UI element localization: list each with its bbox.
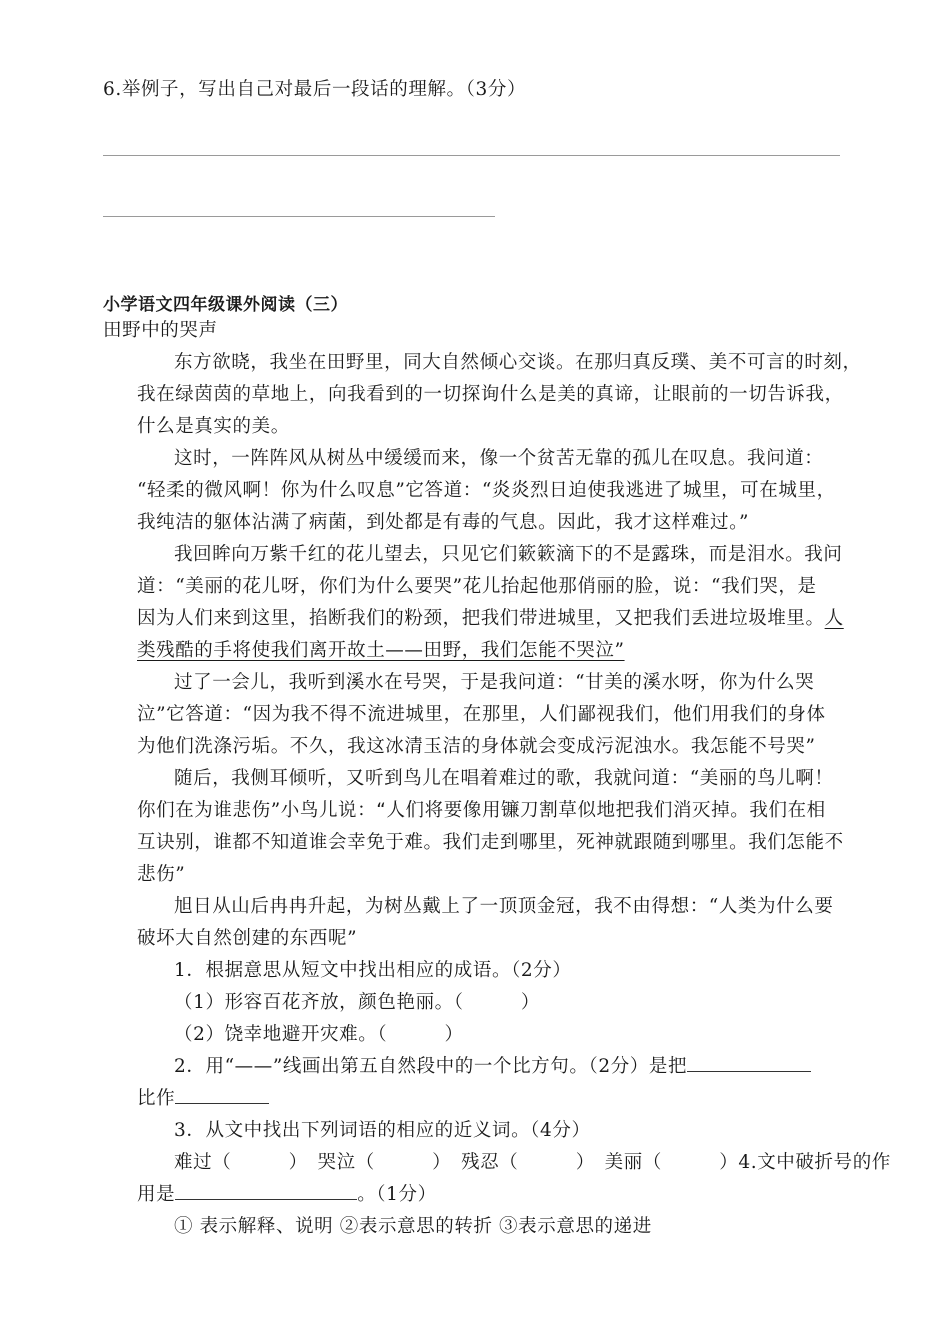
para1-line3: 什么是真实的美。 — [137, 416, 290, 437]
question-2-compare: 比作 — [137, 1088, 176, 1109]
para3-line3-text: 因为人们来到这里，掐断我们的粉颈，把我们带进城里，又把我们丢进垃圾堆里。 — [137, 608, 825, 629]
question-3: 3．从文中找出下列词语的相应的近义词。（4分） — [174, 1120, 591, 1141]
para2-line3: 我纯洁的躯体沾满了病菌，到处都是有毒的气息。因此，我才这样难过。” — [137, 512, 750, 533]
question-4-options: ① 表示解释、说明 ②表示意思的转折 ③表示意思的递进 — [174, 1216, 652, 1237]
answer-blank-3[interactable] — [175, 1181, 357, 1200]
section-title: 小学语文四年级课外阅读（三） — [103, 295, 348, 315]
para5-line2 — [137, 795, 826, 827]
para4-line3: 为他们洗涤污垢。不久，我这冰清玉洁的身体就会变成污泥浊水。我怎能不号哭” — [137, 736, 816, 757]
story-title: 田野中的哭声 — [103, 320, 218, 341]
para1-line2: 我在绿茵茵的草地上，向我看到的一切探询什么是美的真谛，让眼前的一切告诉我， — [137, 384, 844, 405]
para3-line1: 我回眸向万紫千红的花儿望去，只见它们簌簌滴下的不是露珠，而是泪水。我问 — [174, 544, 843, 565]
para1-line1: 东方欲晓，我坐在田野里，同大自然倾心交谈。在那归真反璞、美不可言的时刻， — [174, 352, 862, 373]
underlined-sentence-start: 人 — [824, 608, 844, 629]
para5-line3: 互诀别，谁都不知道谁会幸免于难。我们走到哪里，死神就跟随到哪里。我们怎能不 — [137, 832, 844, 853]
underlined-sentence: 类残酷的手将使我们离开故土——田野，我们怎能不哭泣” — [137, 640, 625, 661]
para4-line1: 过了一会儿，我听到溪水在号哭，于是我问道：“甘美的溪水呀，你为什么哭 — [174, 672, 815, 693]
question-2-text: 2．用“——”线画出第五自然段中的一个比方句。（2分）是把 — [174, 1056, 688, 1077]
para6-line2: 破坏大自然创建的东西呢” — [137, 928, 358, 949]
para5-line4: 悲伤” — [137, 864, 186, 885]
question-6: 6.举例子，写出自己对最后一段话的理解。（3分） — [103, 79, 527, 100]
question-4-score: 。（1分） — [357, 1184, 437, 1205]
question-4 — [137, 1179, 437, 1211]
para5-line2-text: 你们在为谁悲伤”小鸟儿说： — [137, 800, 377, 821]
para3-line2: 道：“美丽的花儿呀，你们为什么要哭”花儿抬起他那俏丽的脸，说：“我们哭，是 — [137, 576, 817, 597]
question-1: 1．根据意思从短文中找出相应的成语。（2分） — [174, 960, 572, 981]
answer-line-2[interactable] — [103, 216, 495, 217]
para5-line1: 随后，我侧耳倾听，又听到鸟儿在唱着难过的歌，我就问道：“美丽的鸟儿啊！ — [174, 768, 834, 789]
para5-line2-end: 。我们在相 — [730, 800, 826, 821]
para2-line1: 这时，一阵阵风从树丛中缓缓而来，像一个贫苦无靠的孤儿在叹息。我问道： — [174, 448, 824, 469]
para3-line3 — [137, 603, 844, 635]
para6-line1: 旭日从山后冉冉升起，为树丛戴上了一顶顶金冠，我不由得想：“人类为什么要 — [174, 896, 834, 917]
question-2-cont — [137, 1083, 269, 1115]
question-1-item-1: （1）形容百花齐放，颜色艳丽。（ ） — [174, 992, 541, 1013]
question-1-item-2: （2）饶幸地避开灾难。（ ） — [174, 1024, 464, 1045]
para2-line2: “轻柔的微风啊！你为什么叹息”它答道：“炎炎烈日迫使我逃进了城里，可在城里， — [137, 480, 836, 501]
answer-blank-1[interactable] — [687, 1053, 811, 1072]
question-4-text: 用是 — [137, 1184, 176, 1205]
para4-line2: 泣”它答道：“因为我不得不流进城里，在那里，人们鄙视我们，他们用我们的身体 — [137, 704, 826, 725]
question-3-words: 难过（ ） 哭泣（ ） 残忍（ ） 美丽（ ）4.文中破折号的作 — [174, 1152, 891, 1173]
answer-blank-2[interactable] — [175, 1085, 269, 1104]
bird-quote: “人们将要像用镰刀割草似地把我们消灭掉 — [376, 800, 731, 821]
answer-line-1[interactable] — [103, 155, 840, 156]
question-2 — [174, 1051, 811, 1083]
